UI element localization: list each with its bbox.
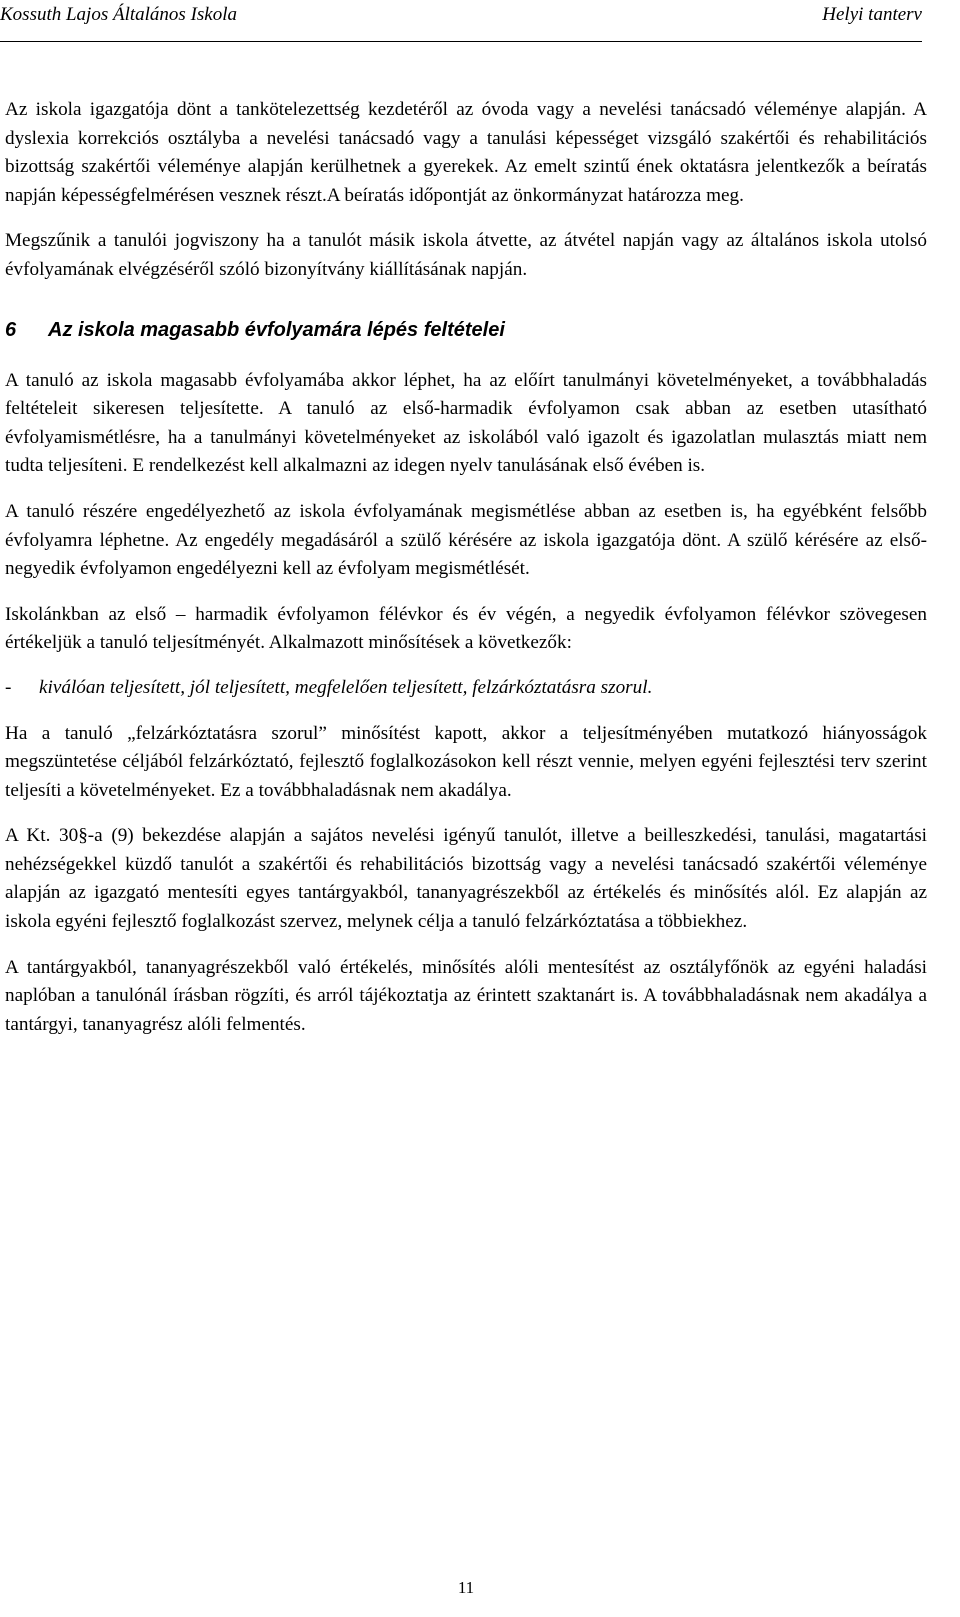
section-number: 6: [5, 318, 17, 341]
paragraph-repeat-year: A tanuló részére engedélyezhető az iskola évfolyamának megismétlése abban az esetben is, ha egyébként felsőbb évfolyamra léphetne. Az engedély megadásáról a szülő kérésére az iskola igazgatója dönt. A szülő kérésére az első-negyedik évfolyamon engedélyezni kell az évfolyam megismétlését.: [5, 500, 927, 580]
paragraph-termination: Megszűnik a tanulói jogviszony ha a tanulót másik iskola átvette, az átvétel napján vagy az általános iskola utolsó évfolyamának elvégzéséről szóló bizonyítvány kiállításának napján.: [5, 230, 927, 280]
section-title: Az iskola magasabb évfolyamára lépés feltételei: [48, 318, 505, 341]
list-dash: -: [5, 676, 12, 698]
paragraph-catch-up: Ha a tanuló „felzárkóztatásra szorul” minősítést kapott, akkor a teljesítményében mutatkozó hiányosságok megszüntetése céljából felzárkóztató, fejlesztő foglalkozásokon kell részt vennie, melyen egyéni fejlesztési terv szerint teljesíti a követelményeket. Ez a továbbhaladásnak nem akadálya.: [5, 722, 927, 801]
paragraph-exemption: A Kt. 30§-a (9) bekezdése alapján a sajátos nevelési igényű tanulót, illetve a beilleszkedési, tanulási, magatartási nehézségekkel küzdő tanulót a szakértői és rehabilitációs bizottság vagy a nevelési tanácsadó szakértői véleménye alapján az igazgató mentesíti egyes tantárgyakból, tananyagrészekből az értékelés és minősítés alól. Ez alapján az iskola egyéni fejlesztő foglalkozást szervez, melynek célja a tanuló felzárkóztatása a többiekhez.: [5, 825, 927, 933]
header-school-name: Kossuth Lajos Általános Iskola: [0, 4, 237, 25]
page-number: 11: [457, 1578, 475, 1597]
paragraph-exemption-record: A tantárgyakból, tananyagrészekből való értékelés, minősítés alóli mentesítést az osztályfőnök az egyéni haladási naplóban a tanulónál írásban rögzíti, és arról tájékoztatja az érintett szaktanárt is. A továbbhaladásnak nem akadálya a tantárgyi, tananyagrész alóli felmentés.: [5, 956, 927, 1035]
section-heading: [5, 315, 927, 345]
header-document-title: Helyi tanterv: [822, 4, 922, 25]
ratings-list-item: [5, 674, 927, 703]
paragraph-enrollment: Az iskola igazgatója dönt a tankötelezettség kezdetéről az óvoda vagy a nevelési tanácsadó véleménye alapján. A dyslexia korrekciós osztályba a nevelési tanácsadó vagy a tanulási képességet vizsgáló szakértői és rehabilitációs bizottság szakértői véleménye alapján kerülhetnek a gyerekek. Az emelt szintű ének oktatásra jelentkezők a beíratás napján képességfelmérésen vesznek részt.A beíratás időpontját az önkormányzat határozza meg.: [5, 99, 927, 206]
header-divider: [0, 41, 922, 42]
ratings-list-text: kiválóan teljesített, jól teljesített, megfelelően teljesített, felzárkóztatásra szorul.: [39, 676, 653, 698]
page-body: [5, 96, 927, 1039]
paragraph-progression: A tanuló az iskola magasabb évfolyamába akkor léphet, ha az előírt tanulmányi követelményeket, a továbbhaladás feltételeit sikeresen teljesítette. A tanuló az első-harmadik évfolyamon csak abban az esetben utasítható évfolyamismétlésre, ha a tanulmányi követelményeket az iskolából való igazolt és igazolatlan mulasztás miatt nem tudta teljesíteni. E rendelkezést kell alkalmazni az idegen nyelv tanulásának első évében is.: [5, 369, 927, 477]
paragraph-evaluation: Iskolánkban az első – harmadik évfolyamon félévkor és év végén, a negyedik évfolyamon félévkor szövegesen értékeljük a tanuló teljesítményét. Alkalmazott minősítések a következők:: [5, 603, 927, 654]
